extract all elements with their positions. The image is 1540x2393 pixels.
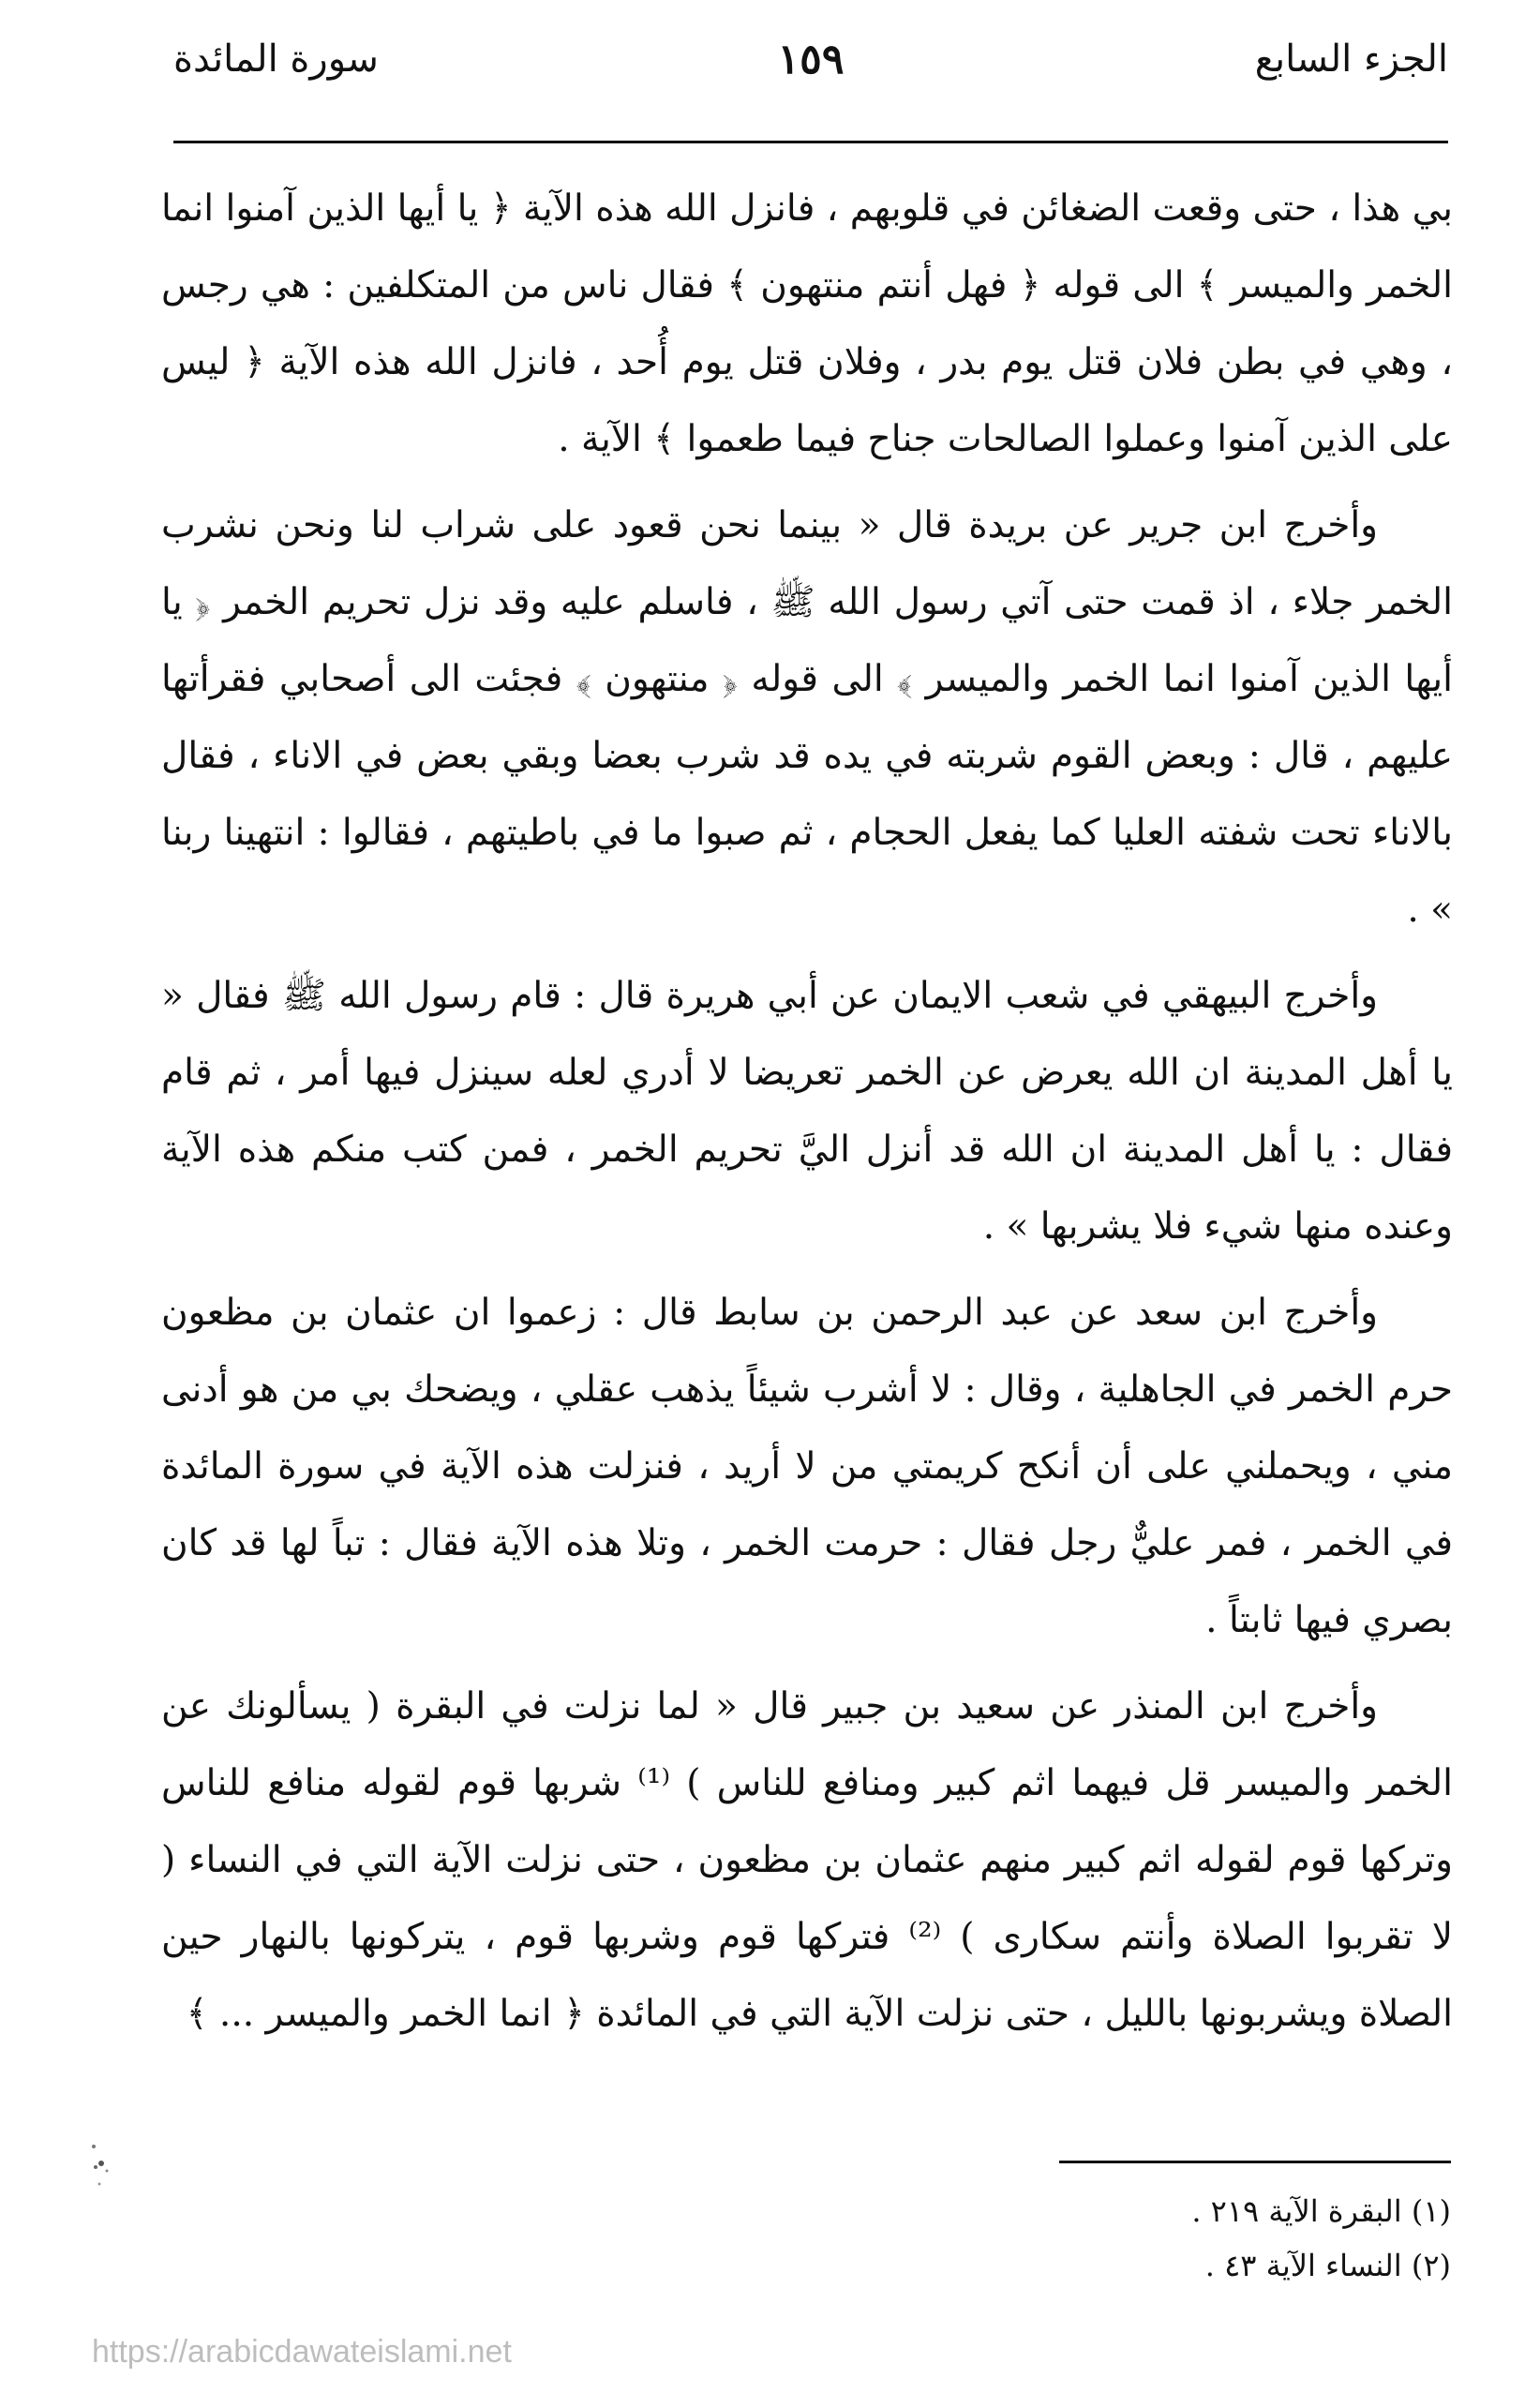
footnote: (٢) النساء الآية ٤٣ . (1204, 2248, 1451, 2283)
paragraph: وأخرج البيهقي في شعب الايمان عن أبي هريرة قال : قام رسول الله ﷺ فقال « يا أهل المدينة ان الله يعرض عن الخمر تعريضا لا أدري لعله سينزل فيها أمر ، ثم قام فقال : يا أهل المدينة ان الله قد أنزل اليَّ تحريم الخمر ، فمن كتب منكم هذه الآية وعنده منها شيء فلا يشربها » . (161, 975, 1453, 1248)
scan-speck-icon (82, 2137, 120, 2193)
paragraph: وأخرج ابن المنذر عن سعيد بن جبير قال « لما نزلت في البقرة ( يسألونك عن الخمر والميسر قل فيهما اثم كبير ومنافع للناس ) ⁽¹⁾ شربها قوم لقوله منافع للناس وتركها قوم لقوله اثم كبير منهم عثمان بن مظعون ، حتى نزلت الآية التي في النساء ( لا تقربوا الصلاة وأنتم سكارى ) ⁽²⁾ فتركها قوم وشربها قوم ، يتركونها بالنهار حين الصلاة ويشربونها بالليل ، حتى نزلت الآية التي في المائدة ﴿ انما الخمر والميسر ... ﴾ (161, 1685, 1453, 2035)
paragraph: بي هذا ، حتى وقعت الضغائن في قلوبهم ، فانزل الله هذه الآية ﴿ يا أيها الذين آمنوا انما الخمر والميسر ﴾ الى قوله ﴿ فهل أنتم منتهون ﴾ فقال ناس من المتكلفين : هي رجس ، وهي في بطن فلان قتل يوم بدر ، وفلان قتل يوم أُحد ، فانزل الله هذه الآية ﴿ ليس على الذين آمنوا وعملوا الصالحات جناح فيما طعموا ﴾ الآية . (161, 187, 1453, 460)
page-number: ١٥٩ (777, 36, 845, 83)
paragraph: وأخرج ابن جرير عن بريدة قال « بينما نحن قعود على شراب لنا ونحن نشرب الخمر جلاء ، اذ قمت حتى آتي رسول الله ﷺ ، فاسلم عليه وقد نزل تحريم الخمر ﴿ يا أيها الذين آمنوا انما الخمر والميسر ﴾ الى قوله ﴿ منتهون ﴾ فجئت الى أصحابي فقرأتها عليهم ، قال : وبعض القوم شربته في يده قد شرب بعضا وبقي بعض في الاناء ، فقال بالاناء تحت شفته العليا كما يفعل الحجام ، ثم صبوا ما في باطيتهم ، فقالوا : انتهينا ربنا » . (161, 504, 1453, 931)
surah-title: سورة المائدة (173, 37, 379, 81)
footnotes (844, 2184, 1451, 2293)
page-header (173, 37, 1448, 112)
footnote-divider (1059, 2161, 1451, 2163)
watermark-link[interactable]: https://arabicdawateislami.net (92, 2334, 512, 2370)
main-text (161, 171, 1453, 2062)
paragraph: وأخرج ابن سعد عن عبد الرحمن بن سابط قال : زعموا ان عثمان بن مظعون حرم الخمر في الجاهلية ، وقال : لا أشرب شيئاً يذهب عقلي ، ويضحك بي من هو أدنى مني ، ويحملني على أن أنكح كريمتي من لا أريد ، فنزلت هذه الآية في سورة المائدة في الخمر ، فمر عليٌّ رجل فقال : حرمت الخمر ، وتلا هذه الآية فقال : تباً لها قد كان بصري فيها ثابتاً . (161, 1292, 1453, 1641)
part-title: الجزء السابع (1254, 37, 1448, 81)
footnote: (١) البقرة الآية ٢١٩ . (1191, 2193, 1451, 2229)
header-divider (173, 141, 1448, 143)
